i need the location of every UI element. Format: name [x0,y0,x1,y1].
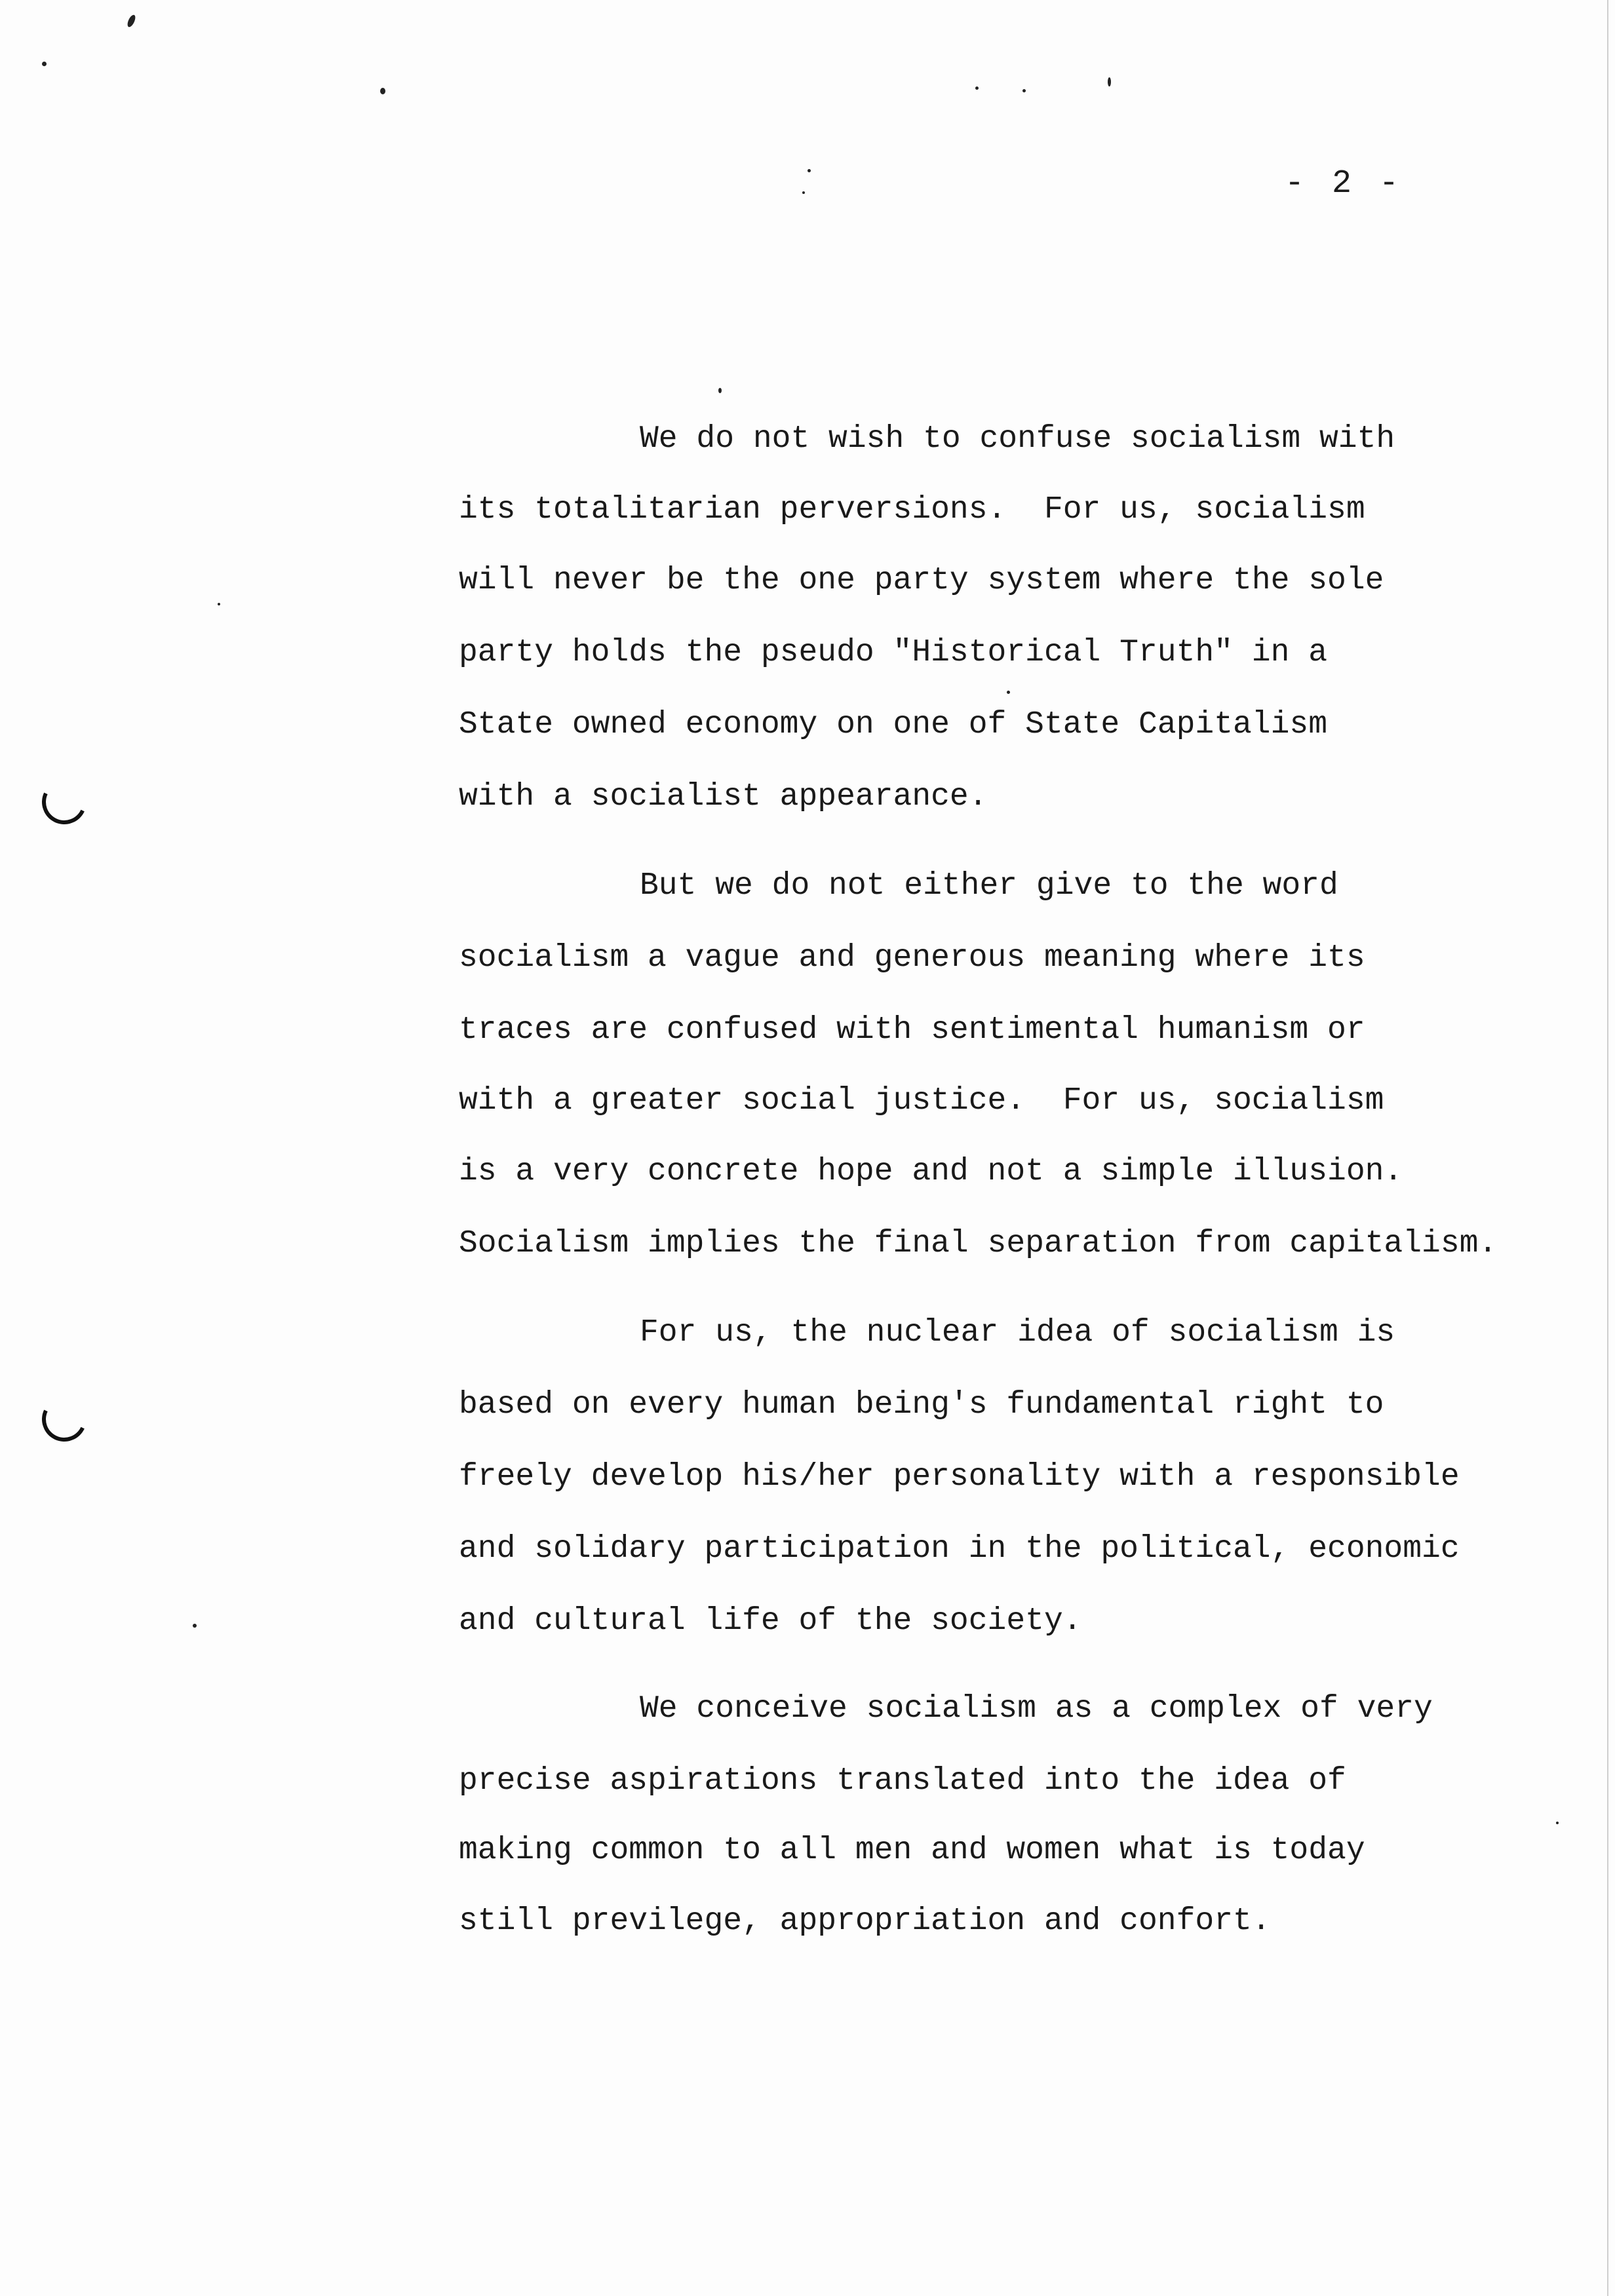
paragraph-1-line-6: with a socialist appearance. [459,779,988,814]
paragraph-2-line-4: with a greater social justice. For us, socialism [459,1083,1384,1119]
scan-speck [1022,89,1026,92]
scan-speck [42,62,47,66]
paragraph-2-line-3: traces are confused with sentimental humanism or [459,1012,1365,1048]
paragraph-3-line-4: and solidary participation in the political, economic [459,1531,1460,1567]
paragraph-4-line-4: still previlege, appropriation and confort. [459,1904,1271,1939]
paragraph-3-line-5: and cultural life of the society. [459,1603,1082,1639]
paragraph-3-line-1: For us, the nuclear idea of socialism is [640,1315,1395,1350]
paragraph-2-line-1: But we do not either give to the word [640,868,1338,904]
paragraph-2-line-6: Socialism implies the final separation from capitalism. [459,1226,1498,1261]
scan-speck [808,169,811,172]
paragraph-2-line-5: is a very concrete hope and not a simple illusion. [459,1154,1403,1189]
scan-speck [718,388,722,393]
paragraph-4-line-2: precise aspirations translated into the idea of [459,1763,1346,1799]
page-edge [1607,0,1608,2296]
scan-speck [1108,77,1111,86]
paragraph-1-line-4: party holds the pseudo "Historical Truth" in a [459,635,1328,670]
paragraph-1-line-1: We do not wish to confuse socialism with [640,421,1395,457]
paragraph-3-line-2: based on every human being's fundamental right to [459,1387,1384,1423]
paragraph-1-line-3: will never be the one party system where the sole [459,563,1384,598]
scan-speck [1007,691,1010,694]
scan-speck [975,86,979,90]
paragraph-2-line-2: socialism a vague and generous meaning where its [459,940,1365,976]
paragraph-1-line-2: its totalitarian perversions. For us, socialism [459,492,1365,527]
paragraph-4-line-1: We conceive socialism as a complex of very [640,1691,1433,1727]
scan-speck [218,603,220,605]
paragraph-3-line-3: freely develop his/her personality with a responsible [459,1459,1460,1495]
scan-speck [193,1624,197,1628]
scan-speck [1556,1822,1559,1824]
paragraph-1-line-5: State owned economy on one of State Capitalism [459,707,1328,742]
punch-hole-mark [35,1390,92,1447]
punch-hole-mark [35,773,92,830]
paragraph-4-line-3: making common to all men and women what is today [459,1833,1365,1868]
scan-speck [802,191,805,194]
scan-speck [126,14,137,28]
scan-speck [380,88,385,94]
page-number: - 2 - [1285,165,1403,202]
